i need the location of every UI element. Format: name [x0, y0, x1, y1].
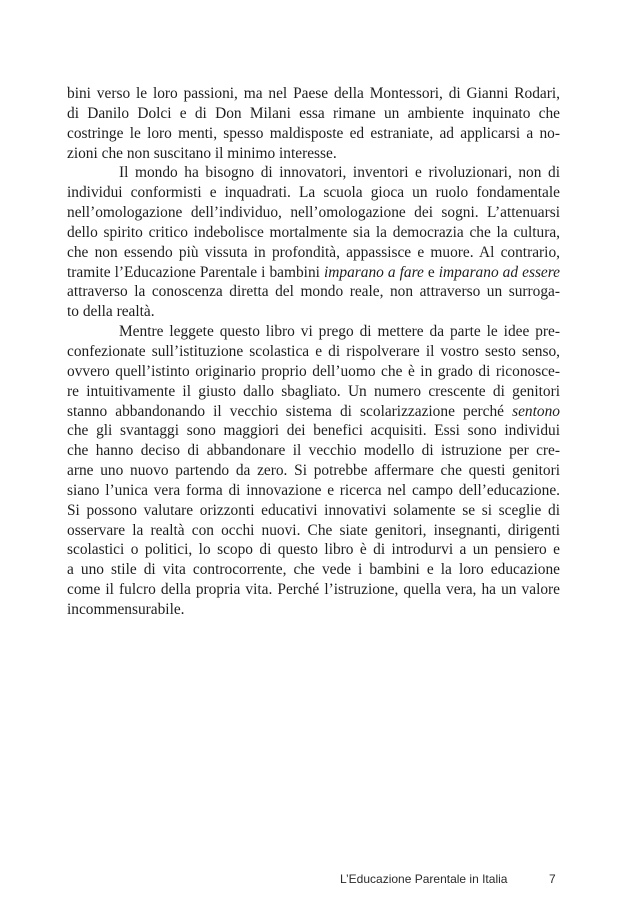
text-run: tramite l’Educazione Parentale i bambini [67, 263, 324, 281]
text-line: dello spirito critico indebolisce mortalmente sia la democrazia che la cultura, [67, 223, 560, 241]
text-line-with-italics [67, 263, 560, 283]
text-run: stanno abbandonando il vecchio sistema di scolarizzazione perché [67, 402, 513, 420]
text-line: confezionate sull’istituzione scolastica e di rispolverare il vostro sesto senso, [67, 342, 560, 360]
body-text [67, 84, 560, 620]
text-line: costringe le loro menti, spesso maldisposte ed estraniate, ad applicarsi a no- [67, 124, 560, 142]
text-line: Si possono valutare orizzonti educativi innovativi solamente se si sceglie di [67, 501, 560, 519]
text-line: zioni che non suscitano il minimo interesse. [67, 144, 337, 162]
text-line: arne uno nuovo partendo da zero. Si potrebbe affermare che questi genitori [67, 462, 560, 480]
text-line: individui conformisti e inquadrati. La scuola gioca un ruolo fondamentale [67, 184, 560, 202]
text-line: to della realtà. [67, 303, 155, 321]
text-line: di Danilo Dolci e di Don Milani essa rimane un ambiente inquinato che [67, 104, 560, 122]
text-line: incommensurabile. [67, 600, 185, 618]
page-number: 7 [549, 872, 556, 886]
text-line: scolastici o politici, lo scopo di questo libro è di introdurvi a un pensiero e [67, 541, 560, 559]
paragraph-first-line: Mentre leggete questo libro vi prego di mettere da parte le idee pre- [119, 323, 560, 341]
text-line: re intuitivamente il giusto dallo sbagliato. Un numero crescente di genitori [67, 382, 560, 400]
text-line: osservare la realtà con occhi nuovi. Che siate genitori, insegnanti, dirigenti [67, 521, 560, 539]
text-line: attraverso la conoscenza diretta del mondo reale, non attraverso un surroga- [67, 283, 560, 301]
text-run: e [423, 263, 439, 281]
paragraph-first-line: Il mondo ha bisogno di innovatori, inventori e rivoluzionari, non di [119, 164, 560, 182]
text-line: che non essendo più vissuta in profondità, appassisce e muore. Al contrario, [67, 243, 560, 261]
page-footer [0, 872, 638, 892]
text-line: come il fulcro della propria vita. Perché l’istruzione, quella vera, ha un valore [67, 581, 560, 599]
text-line-with-italics [67, 402, 560, 422]
text-line: che hanno deciso di abbandonare il vecchio modello di istruzione per cre- [67, 442, 560, 460]
text-line: siano l’unica vera forma di innovazione e ricerca nel campo dell’educazione. [67, 481, 560, 499]
text-line: ovvero quell’istinto originario proprio dell’uomo che è in grado di riconosce- [67, 362, 560, 380]
text-line: che gli svantaggi sono maggiori dei benefici acquisiti. Essi sono individui [67, 422, 560, 440]
running-title: L’Educazione Parentale in Italia [340, 872, 508, 886]
italic-word: sentono [512, 402, 560, 420]
italic-phrase: imparano a fare [323, 263, 424, 281]
italic-phrase: imparano ad essere [438, 263, 561, 281]
text-line: bini verso le loro passioni, ma nel Paese della Montessori, di Gianni Rodari, [67, 85, 560, 102]
text-line: nell’omologazione dell’individuo, nell’omologazione dei sogni. L’attenuarsi [67, 204, 560, 222]
text-line: a uno stile di vita controcorrente, che vede i bambini e la loro educazione [67, 561, 560, 579]
